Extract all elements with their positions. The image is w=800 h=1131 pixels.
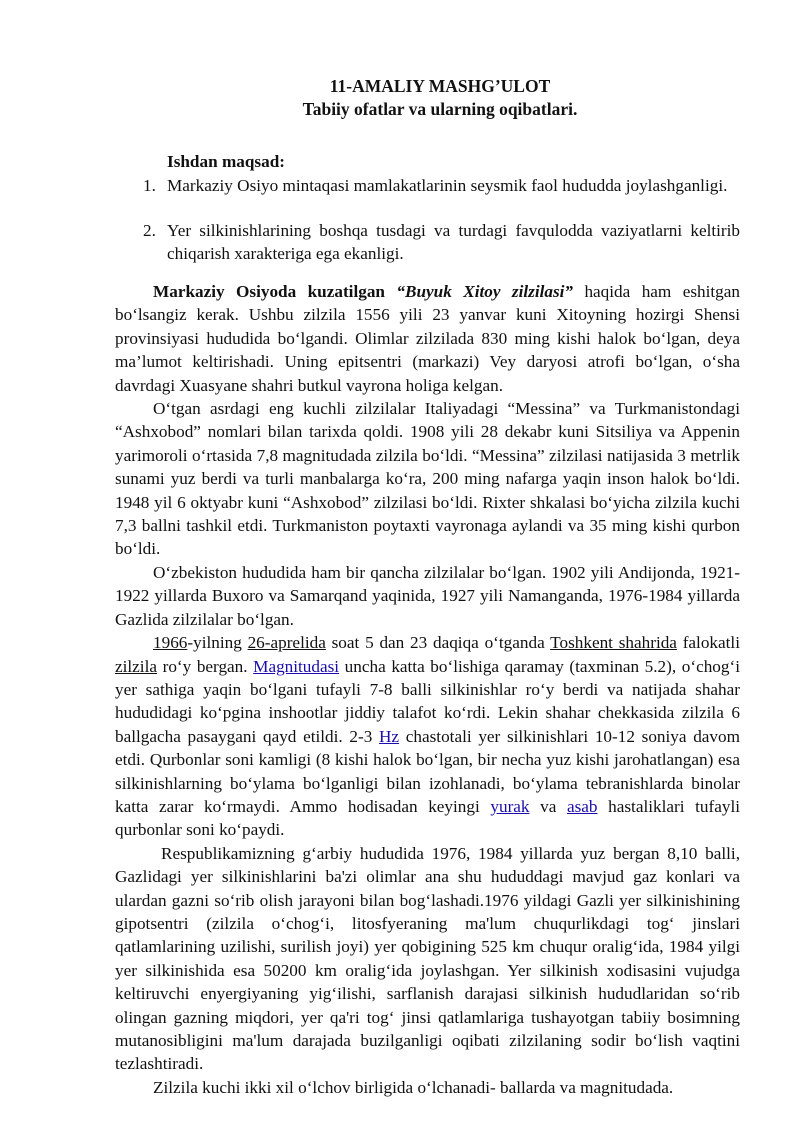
link-nerve[interactable]: asab — [566, 796, 598, 816]
goal-list-item — [143, 174, 740, 197]
goal-list-item — [143, 219, 740, 266]
page-title: 11-AMALIY MASHG’ULOT — [329, 76, 551, 96]
quake-name: “Buyuk Xitoy zilzilasi” — [396, 282, 574, 301]
bold-lead: Markaziy Osiyoda kuzatilgan — [153, 282, 397, 301]
list-number: 2. — [143, 221, 156, 240]
link-zilzila[interactable]: zilzila — [115, 656, 157, 676]
paragraph-uzbekistan-quakes: O‘zbekiston hududida ham bir qancha zilzilalar bo‘lgan. 1902 yili Andijonda, 1921-1922 yillarda Buxoro va Samarqand yaqinida, 1927 yili Namanganda, 1976-1984 yillarda Gazlida zilzilalar bo‘lgan. — [115, 562, 740, 629]
list-item-text: Yer silkinishlarining boshqa tusdagi va turdagi favqulodda vaziyatlarni keltirib chiqarish xarakteriga ega ekanligi. — [167, 221, 740, 264]
link-heart[interactable]: yurak — [490, 796, 530, 816]
page-subtitle: Tabiiy ofatlar va ularning oqibatlari. — [302, 99, 578, 119]
link-year[interactable]: 1966 — [153, 633, 188, 653]
link-date[interactable]: 26-aprelida — [247, 633, 326, 653]
paragraph-great-china-earthquake: Markaziy Osiyoda kuzatilgan “Buyuk Xitoy zilzilasi” haqida ham eshitgan bo‘lsangiz kerak. Ushbu zilzila 1556 yili 23 yanvar kuni Xitoyning hozirgi Shensi provinsiyasi hududida bo‘lgandi. Olimlar zilzilada 830 ming kishi halok bo‘lgan, deya ma’lumot keltirishadi. Uning epitsentri (markazi) Vey daryosi atrofi bo‘lgan, o‘sha davrdagi Xuasyane shahri butkul vayrona holiga kelgan. — [115, 282, 740, 395]
paragraph-messina-ashgabat: O‘tgan asrdagi eng kuchli zilzilalar Italiyadagi “Messina” va Turkmanistondagi “Ashxobod” nomlari bilan tarixda qoldi. 1908 yili 28 dekabr kuni Sitsiliya va Appenin yarimoroli o‘rtasida 7,8 magnitudada zilzila bo‘ldi. “Messina” zilzilasi natijasida 3 metrlik sunami yuz berdi va turli manbalarga ko‘ra, 200 ming nafarga yaqin inson halok bo‘ldi. 1948 yil 6 oktyabr kuni “Ashxobod” zilzilasi bo‘ldi. Rixter shkalasi bo‘yicha zilzila kuchi 7,3 ballni tashkil etdi. Turkmaniston poytaxti vayronaga aylandi va 35 ming kishi qurbon bo‘ldi. — [115, 399, 740, 559]
link-tashkent[interactable]: Toshkent shahrida — [550, 633, 677, 653]
paragraph-measurement: Zilzila kuchi ikki xil o‘lchov birligida o‘lchanadi- ballarda va magnitudada. — [153, 1077, 674, 1097]
goal-heading: Ishdan maqsad: — [167, 152, 285, 171]
link-magnitude[interactable]: Magnitudasi — [253, 656, 340, 676]
list-item-text: Markaziy Osiyo mintaqasi mamlakatlarinin seysmik faol hududda joylashganligi. — [167, 176, 728, 195]
body-text — [115, 280, 740, 1099]
paragraph-tashkent-1966: 1966-yilning 26-aprelida soat 5 dan 23 daqiqa o‘tganda Toshkent shahrida falokatli zilzila ro‘y bergan. Magnitudasi uncha katta bo‘lishiga qaramay (taxminan 5.2), o‘chog‘i yer sathiga yaqin bo‘lgani tufayli 7-8 balli silkinishlar ro‘y berdi va natijada shahar hududidagi ko‘pgina inshootlar jiddiy talafot ko‘rdi. Lekin shahar chekkasida zilzila 6 ballgacha pasaygani qayd etildi. 2-3 Hz chastotali yer silkinishlari 10-12 soniya davom etdi. Qurbonlar soni kamligi (8 kishi halok bo‘lgan, bir necha yuz kishi jarohatlangan) esa silkinishlarning bo‘ylama bo‘lganligi bilan izohlanadi, bo‘ylama tebranishlarda binolar katta zarar ko‘rmaydi. Ammo hodisadan keyingi yurak va asab hastaliklari tufayli qurbonlar soni ko‘paydi. — [115, 633, 740, 840]
paragraph-gazli: Respublikamizning g‘arbiy hududida 1976, 1984 yillarda yuz bergan 8,10 balli, Gazlidagi yer silkinishlarini ba'zi olimlar ana shu hududdagi mavjud gaz konlari va ulardan gazni so‘rib olish jarayoni bilan bog‘lashadi.1976 yildagi Gazli yer silkinishining gipotsentri (zilzila o‘chog‘i, litosfyeraning ma'lum chuqurlikdagi tog‘ jinslari qatlamlarining uzilishi, surilish joyi) yer qobigining 525 km chuqur oralig‘ida, 1984 yilgi yer silkinishida esa 50200 km oralig‘ida joylashgan. Yer silkinish xodisasini vujudga keltiruvchi enyergiyaning yig‘ilishi, sarflanish darajasi silkinish hududlaridan so‘rib olingan gazning miqdori, yer qa'ri tog‘ jinsi qatlamlariga tushayotgan tabiiy bosimning mutanosibligini ma'lum darajada buzilganligi oqibati zilzilaning sodir bo‘lish vaqtini tezlashtiradi. — [115, 843, 740, 1074]
list-number: 1. — [143, 176, 156, 195]
link-hz[interactable]: Hz — [379, 726, 400, 746]
